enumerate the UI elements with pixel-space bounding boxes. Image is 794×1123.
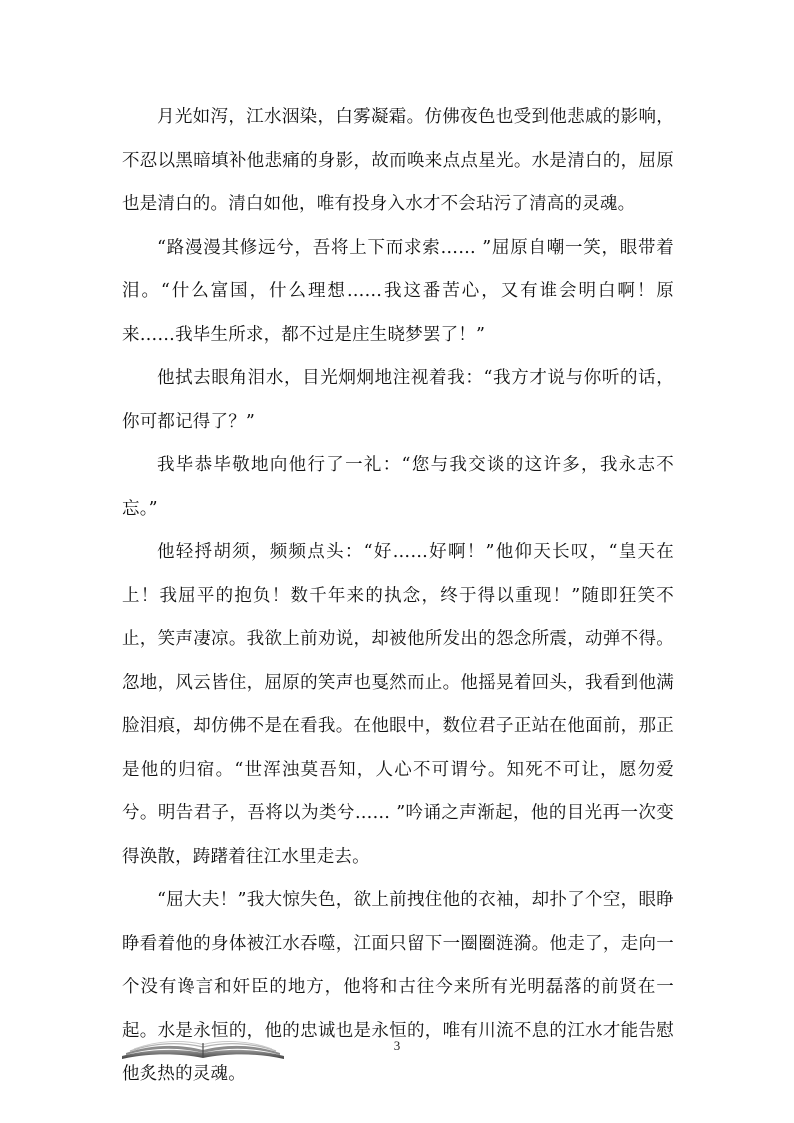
- page-number: 3: [393, 1038, 401, 1053]
- paragraph-4: 我毕恭毕敬地向他行了一礼：“您与我交谈的这许多，我永志不忘。”: [122, 455, 674, 519]
- paragraph-5: 他轻捋胡须，频频点头：“好……好啊！”他仰天长叹，“皇天在上！我屈平的抱负！数千年来的执念，终于得以重现！”随即狂笑不止，笑声凄凉。我欲上前劝说，却被他所发出的怨念所震，动弹不得。忽地，风云皆住，屈原的笑声也戛然而止。他摇晃着回头，我看到他满脸泪痕，却仿佛不是在看我。在他眼中，数位君子正站在他面前，那正是他的归宿。“世浑浊莫吾知，人心不可谓兮。知死不可让，愿勿爱兮。明告君子，吾将以为类兮…… ”吟诵之声渐起，他的目光再一次变得涣散，踌躇着往江水里走去。: [122, 542, 674, 867]
- open-book-icon: [118, 1032, 288, 1062]
- paragraph-1: 月光如泻，江水洇染，白雾凝霜。仿佛夜色也受到他悲戚的影响，不忍以黑暗填补他悲痛的身影，故而唤来点点星光。水是清白的，屈原也是清白的。清白如他，唯有投身入水才不会玷污了清高的灵魂。: [122, 107, 674, 214]
- paragraph-2: “路漫漫其修远兮，吾将上下而求索…… ”屈原自嘲一笑，眼带着泪。“什么富国，什么理想……我这番苦心，又有谁会明白啊！原来……我毕生所求，都不过是庄生晓梦罢了！”: [122, 237, 674, 345]
- page-footer: [0, 1028, 794, 1068]
- paragraph-6: “屈大夫！”我大惊失色，欲上前拽住他的衣袖，却扑了个空，眼睁睁看着他的身体被江水吞噬，江面只留下一圈圈涟漪。他走了，走向一个没有谗言和奸臣的地方，他将和古往今来所有光明磊落的前贤在一起。水是永恒的，他的忠诚也是永恒的，唯有川流不息的江水才能告慰他炙热的灵魂。: [122, 890, 674, 1084]
- paragraph-3: 他拭去眼角泪水，目光炯炯地注视着我：“我方才说与你听的话，你可都记得了？”: [122, 368, 674, 432]
- body-text: [122, 96, 674, 1097]
